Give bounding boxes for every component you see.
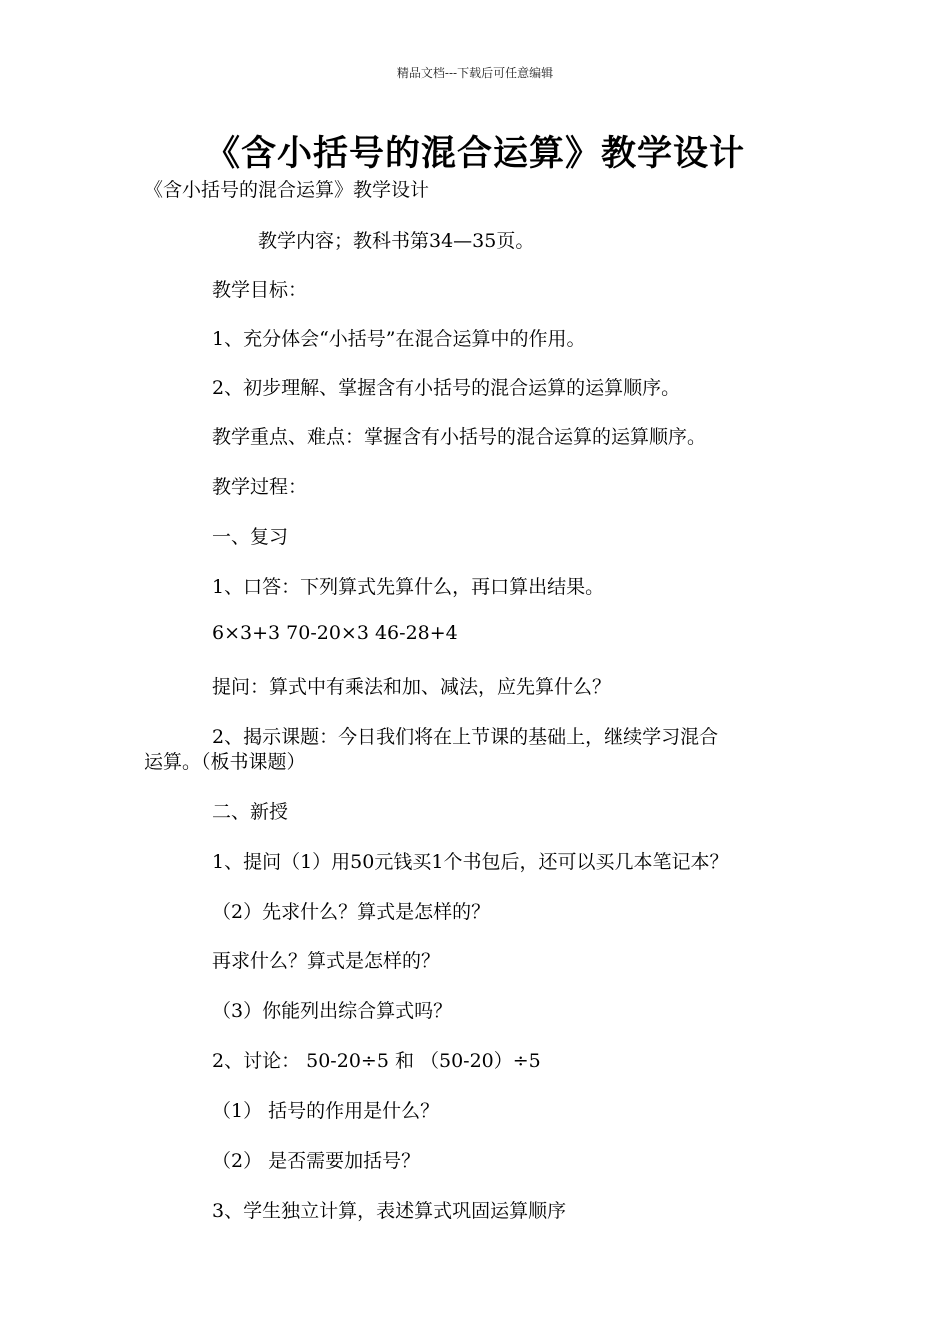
teaching-content: 教学内容；教科书第34—35页。 [258, 230, 535, 252]
section-review: 一、复习 [212, 526, 289, 548]
question-1: 1、提问（1）用50元钱买1个书包后，还可以买几本笔记本？ [212, 851, 729, 873]
reveal-topic-line1: 2、揭示课题：今日我们将在上节课的基础上，继续学习混合 [212, 726, 719, 748]
key-points: 教学重点、难点：掌握含有小括号的混合运算的运算顺序。 [212, 426, 707, 448]
teaching-process-heading: 教学过程： [212, 476, 308, 498]
discussion-item-1: （1） 括号的作用是什么？ [212, 1100, 440, 1122]
teaching-goal-2: 2、初步理解、掌握含有小括号的混合运算的运算顺序。 [212, 377, 681, 399]
section-new-teaching: 二、新授 [212, 801, 289, 823]
header-note: 精品文档---下载后可任意编辑 [396, 66, 554, 80]
question-3: （3）你能列出综合算式吗？ [212, 1000, 453, 1022]
question-order: 提问：算式中有乘法和加、减法，应先算什么？ [212, 676, 612, 698]
discussion: 2、讨论： 50-20÷5 和 （50-20）÷5 [212, 1050, 541, 1072]
question-2: （2）先求什么？算式是怎样的？ [212, 901, 491, 923]
independent-calculation: 3、学生独立计算，表述算式巩固运算顺序 [212, 1200, 567, 1222]
teaching-goals-heading: 教学目标： [212, 279, 308, 301]
reveal-topic-line2: 运算。（板书课题） [144, 751, 306, 773]
discussion-item-2: （2） 是否需要加括号？ [212, 1150, 421, 1172]
question-2b: 再求什么？算式是怎样的？ [212, 950, 441, 972]
teaching-goal-1: 1、充分体会“小括号”在混合运算中的作用。 [212, 328, 586, 350]
oral-exercise: 1、口答：下列算式先算什么，再口算出结果。 [212, 576, 605, 598]
document-subtitle: 《含小括号的混合运算》教学设计 [144, 179, 430, 201]
expressions: 6×3+3 70-20×3 46-28+4 [212, 622, 458, 644]
document-title: 《含小括号的混合运算》教学设计 [204, 133, 745, 174]
